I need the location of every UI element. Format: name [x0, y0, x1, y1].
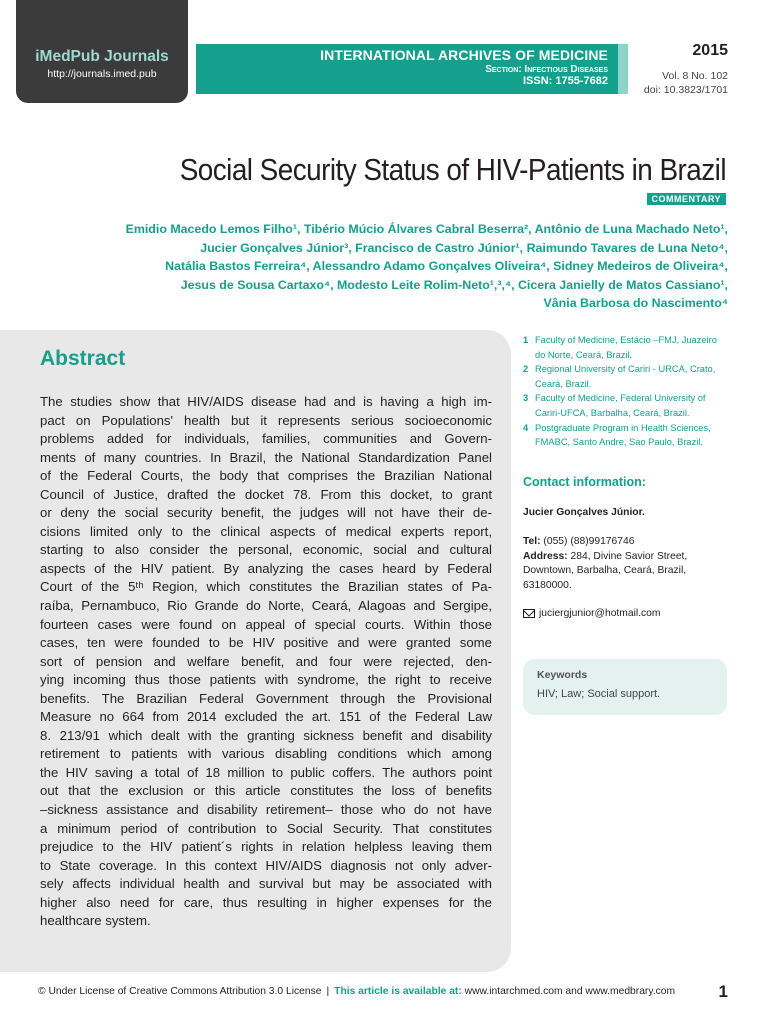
abstract-line: or deny the social security benefit, the judges will not have their de-: [40, 505, 492, 521]
doi[interactable]: doi: 10.3823/1701: [643, 84, 728, 96]
affiliation-line: Faculty of Medicine, Federal University of: [535, 393, 706, 404]
volume-info: [644, 69, 728, 97]
abstract-line: problems added for individuals, families, communities and Govern-: [40, 431, 492, 447]
author-line: Emidio Macedo Lemos Filho¹, Tibério Múcio Álvares Cabral Beserra², Antônio de Luna Machado Neto¹,: [125, 222, 728, 236]
author-line: Jesus de Sousa Cartaxo⁴, Modesto Leite Rolim-Neto¹,³,⁴, Cicera Janielly de Matos Cassiano¹,: [180, 277, 728, 292]
abstract-line: Council of Justice, drafted the docket 78. From this docket, to grant: [40, 486, 492, 502]
abstract-line: raíba, Pernambuco, Rio Grande do Norte, Ceará, Alagoas and Sergipe,: [40, 598, 492, 614]
page-number: 1: [718, 982, 728, 1001]
affiliation-line: Cariri-UFCA, Barbalha, Ceará, Brazil.: [535, 407, 690, 418]
abstract-line: cisions limited only to the clinical aspects of medical experts report,: [40, 523, 492, 539]
affiliation-text: [535, 421, 733, 450]
affiliation-line: Ceará, Brazil.: [535, 378, 592, 389]
keywords-box: [523, 659, 727, 715]
journal-issn: ISSN: 1755-7682: [523, 75, 608, 87]
page-footer: [38, 986, 728, 997]
abstract-line: healthcare system.: [40, 913, 151, 929]
affiliation-number: 3: [523, 393, 529, 404]
publication-year: 2015: [692, 42, 728, 59]
author-line: Jucier Gonçalves Júnior³, Francisco de Castro Júnior¹, Raimundo Tavares de Luna Neto⁴,: [200, 240, 728, 255]
affiliation-number: 4: [523, 422, 529, 433]
contact-address: Address: 284, Divine Savior Street,: [523, 550, 688, 562]
affiliation-line: Postgraduate Program in Health Sciences,: [535, 422, 711, 433]
license-text: © Under License of Creative Commons Attribution 3.0 License: [38, 986, 322, 997]
article-title: Social Security Status of HIV-Patients in Brazil: [179, 152, 726, 187]
affiliation-text: [535, 362, 733, 391]
abstract-line: The studies show that HIV/AIDS disease had and is having a high im-: [40, 394, 492, 409]
keywords-text: HIV; Law; Social support.: [537, 688, 661, 700]
affiliation-line: do Norte, Ceará, Brazil.: [535, 349, 633, 360]
availability-urls[interactable]: www.intarchmed.com and www.medbrary.com: [464, 986, 676, 997]
affiliation-number: 1: [523, 335, 529, 345]
contact-email-row[interactable]: [523, 608, 660, 619]
availability-label: This article is available at:: [334, 986, 462, 997]
abstract-line: Measure no 664 from 2014 excluded the art. 151 of the Federal Law: [40, 709, 492, 725]
abstract-line: sely affects individual health and survival but may be associated with: [40, 876, 492, 892]
publisher-url[interactable]: http://journals.imed.pub: [47, 68, 157, 80]
contact-email[interactable]: juciergjunior@hotmail.com: [539, 608, 661, 619]
abstract-line: higher also need for care, thus resulting in higher expenses for the: [40, 894, 492, 910]
journal-section: Section: Infectious Diseases: [485, 64, 608, 75]
abstract-line: cases, ten were founded to be HIV positive and were granted some: [40, 635, 492, 651]
contact-address-line: 63180000.: [523, 579, 572, 591]
abstract-line: retirement to patients with various disabling conditions which among: [40, 746, 492, 762]
footer-separator: |: [326, 986, 330, 997]
contact-heading: Contact information:: [523, 475, 646, 489]
envelope-icon: [523, 609, 535, 618]
affiliation-number: 2: [523, 364, 529, 375]
affiliation-line: Faculty of Medicine, Estácio –FMJ, Juazeiro: [535, 335, 717, 345]
journal-banner: [196, 44, 618, 94]
affiliation-item: [523, 333, 733, 362]
abstract-line: ments of many countries. In Brazil, the National Standardization Panel: [40, 449, 492, 465]
abstract-line: starting to also consider the personal, economic, social and cultural: [40, 542, 492, 558]
volume-number: Vol. 8 No. 102: [662, 70, 728, 82]
banner-stripe: [618, 44, 628, 94]
abstract-line: a minimum period of contribution to Social Security. That constitutes: [40, 820, 492, 836]
abstract-text: [40, 393, 492, 931]
abstract-line: 8. 213/91 which dealt with the granting sickness benefit and disability: [40, 727, 492, 743]
abstract-line: the HIV saving a total of 18 million to public coffers. The authors point: [40, 764, 492, 780]
abstract-line: Court of the 5ᵗʰ Region, which constitutes the Brazilian states of Pa-: [40, 579, 492, 595]
abstract-line: pact on Populations' health but it represents serious socioeconomic: [40, 412, 492, 428]
affiliation-text: [535, 333, 733, 362]
contact-tel: Tel: (055) (88)99176746: [523, 536, 635, 547]
contact-name: Jucier Gonçalves Júnior.: [523, 507, 645, 518]
affiliation-item: [523, 391, 733, 420]
abstract-line: out that the exclusion or this article constitutes the loss of benefits: [40, 783, 492, 799]
affiliations: [523, 333, 733, 450]
journal-title: INTERNATIONAL ARCHIVES OF MEDICINE: [320, 47, 608, 63]
author-line: Natália Bastos Ferreira⁴, Alessandro Adamo Gonçalves Oliveira⁴, Sidney Medeiros de Oliveira⁴,: [165, 259, 728, 274]
article-type-badge: COMMENTARY: [647, 193, 727, 205]
abstract-line: prejudice to the HIV patient´s rights in relation helpless leaving them: [40, 839, 492, 855]
affiliation-item: [523, 362, 733, 391]
affiliation-line: Regional University of Cariri - URCA, Crato,: [535, 364, 716, 375]
publisher-logo-box: [16, 0, 188, 103]
abstract-line: –sickness assistance and disability retirement– those who do not have: [40, 802, 492, 818]
author-line: Vânia Barbosa do Nascimento⁴: [543, 296, 728, 311]
contact-details: [523, 535, 733, 593]
abstract-line: sort of pension and welfare benefit, and four were rejected, den-: [40, 653, 492, 669]
abstract-line: of the Federal Courts, the body that comprises the Brazilian National: [40, 468, 492, 484]
abstract-line: ying incoming thus those patients with syndrome, the right to receive: [40, 672, 492, 688]
affiliation-line: FMABC, Santo Andre, Sao Paulo, Brazil.: [535, 437, 703, 448]
abstract-line: to State coverage. In this context HIV/AIDS diagnosis not only adver-: [40, 857, 492, 873]
abstract-line: benefits. The Brazilian Federal Government through the Provisional: [40, 690, 492, 706]
keywords-heading: Keywords: [537, 669, 588, 681]
author-list: [28, 220, 728, 313]
abstract-line: aspects of the HIV patient. By analyzing the cases heard by Federal: [40, 560, 492, 576]
publisher-name: iMedPub Journals: [35, 48, 169, 65]
abstract-heading: Abstract: [40, 347, 126, 370]
affiliation-item: [523, 421, 733, 450]
affiliation-text: [535, 391, 733, 420]
abstract-line: fourteen cases were found on appeal of special courts. Within those: [40, 616, 492, 632]
contact-address-line: Downtown, Barbalha, Ceará, Brazil,: [523, 565, 687, 577]
